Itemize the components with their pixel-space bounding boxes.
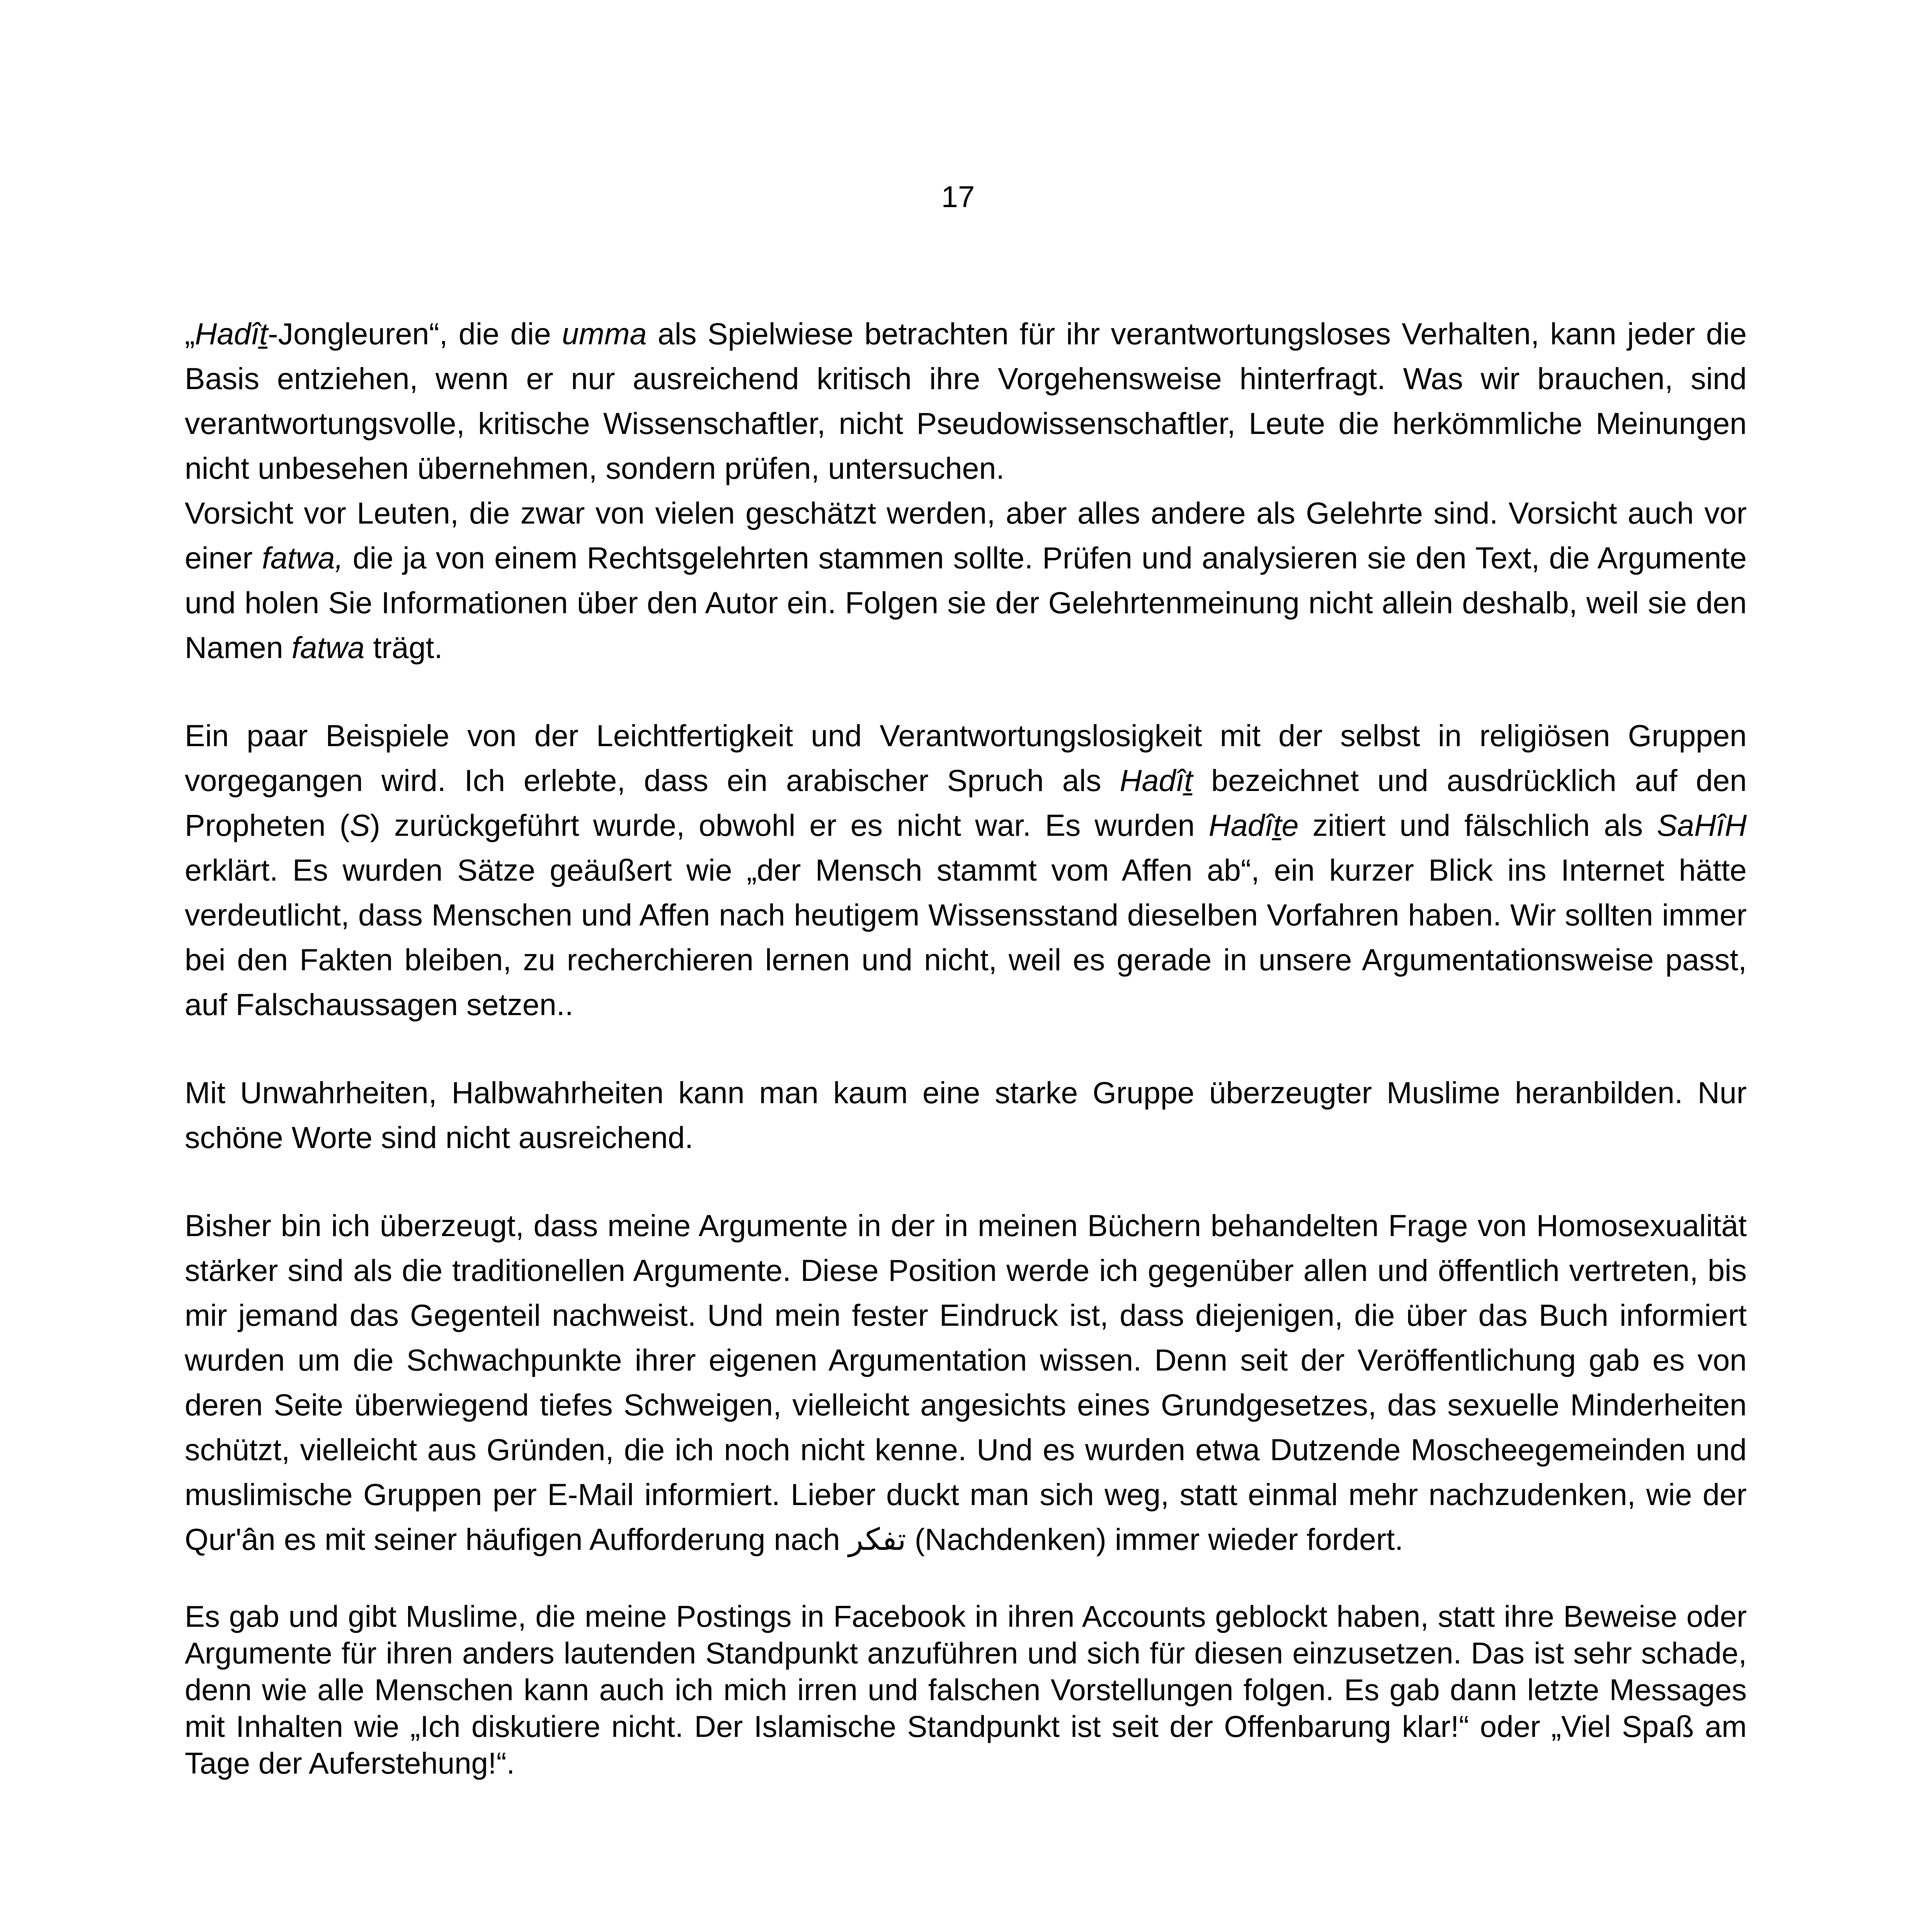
page-body xyxy=(185,311,1747,1782)
text-span: Vorsicht vor Leuten, die zwar von vielen geschätzt werden, aber alles andere als Gelehrte sind. Vorsicht auch vor einer xyxy=(185,496,1747,575)
text-span: die ja von einem Rechtsgelehrten stammen sollte. Prüfen und analysieren sie den Text, die Argumente und holen Sie Informationen über den Autor ein. Folgen sie der Gelehrtenmeinung nicht allein deshalb, weil sie den Namen xyxy=(185,541,1747,665)
text-span: Es gab und gibt Muslime, die meine Postings in Facebook in ihren Accounts geblockt haben, statt ihre Beweise oder Argumente für ihren anders lautenden Standpunkt anzuführen und sich für diesen einzusetzen. Das ist sehr schade, denn wie alle Menschen kann auch ich mich irren und falschen Vorstellungen folgen. Es gab dann letzte Messages mit Inhalten wie „Ich diskutiere nicht. Der Islamische Standpunkt ist seit der Offenbarung klar!“ oder „Viel Spaß am Tage der Auferstehung!“. xyxy=(185,1599,1747,1780)
italic-term: fatwa, xyxy=(262,541,344,575)
text-span: -Jongleuren“, die die xyxy=(268,316,562,351)
page-number: 17 xyxy=(941,180,975,214)
arabic-word: تفكر xyxy=(848,1522,906,1557)
italic-term: S xyxy=(349,808,370,842)
text-span: als Spielwiese betrachten für ihr verantwortungsloses Verhalten, kann jeder die Basis entziehen, wenn er nur ausreichend kritisch ihre Vorgehensweise hinterfragt. Was wir brauchen, sind verantwortungsvolle, kritische Wissenschaftler, nicht Pseudowissenschaftler, Leute die herkömmliche Meinungen nicht unbesehen übernehmen, sondern prüfen, untersuchen. xyxy=(185,316,1747,485)
text-span: (Nachdenken) immer wieder fordert. xyxy=(906,1522,1404,1556)
paragraph-unwahrheiten xyxy=(185,1070,1747,1160)
text-span: Bisher bin ich überzeugt, dass meine Argumente in der in meinen Büchern behandelten Frage von Homosexualität stärker sind als die traditionellen Argumente. Diese Position werde ich gegenüber allen und öffentlich vertreten, bis mir jemand das Gegenteil nachweist. Und mein fester Eindruck ist, dass diejenigen, die über das Buch informiert wurden um die Schwachpunkte ihrer eigenen Argumentation wissen. Denn seit der Veröffentlichung gab es von deren Seite überwiegend tiefes Schweigen, vielleicht angesichts eines Grundgesetzes, das sexuelle Minderheiten schützt, vielleicht aus Gründen, die ich noch nicht kenne. Und es wurden etwa Dutzende Moscheegemeinden und muslimische Gruppen per E-Mail informiert. Lieber duckt man sich weg, statt einmal mehr nachzudenken, wie der Qur'ân es mit seiner häufigen Aufforderung nach xyxy=(185,1208,1747,1556)
paragraph-beispiele xyxy=(185,713,1747,1027)
italic-term: Hadîṯ xyxy=(195,316,268,351)
text-span: „ xyxy=(185,316,195,351)
paragraph-facebook xyxy=(185,1598,1747,1782)
italic-term: SaHîH xyxy=(1657,808,1747,842)
italic-term: Hadîṯ xyxy=(1120,763,1193,798)
text-span: erklärt. Es wurden Sätze geäußert wie „der Mensch stammt vom Affen ab“, ein kurzer Blick ins Internet hätte verdeutlicht, dass Menschen und Affen nach heutigem Wissensstand dieselben Vorfahren haben. Wir sollten immer bei den Fakten bleiben, zu recherchieren lernen und nicht, weil es gerade in unsere Argumentationsweise passt, auf Falschaussagen setzen.. xyxy=(185,853,1747,1022)
text-span: Ein paar Beispiele von der Leichtfertigkeit und Verantwortungslosigkeit mit der selbst in religiösen Gruppen vorgegangen wird. Ich erlebte, dass ein arabischer Spruch als xyxy=(185,718,1747,798)
text-span: ) zurückgeführt wurde, obwohl er es nicht war. Es wurden xyxy=(370,808,1209,842)
paragraph-homosexualitaet xyxy=(185,1203,1747,1562)
italic-term: umma xyxy=(562,316,647,351)
text-span: bezeichnet und ausdrücklich auf den Propheten ( xyxy=(185,763,1747,842)
text-span: Mit Unwahrheiten, Halbwahrheiten kann man kaum eine starke Gruppe überzeugter Muslime heranbilden. Nur schöne Worte sind nicht ausreichend. xyxy=(185,1075,1747,1155)
text-span: trägt. xyxy=(364,630,443,665)
italic-term: Hadîṯe xyxy=(1208,808,1299,842)
italic-term: fatwa xyxy=(291,630,365,665)
text-span: zitiert und fälschlich als xyxy=(1298,808,1657,842)
paragraph-hadith-jongleure xyxy=(185,311,1747,491)
paragraph-vorsicht xyxy=(185,491,1747,670)
